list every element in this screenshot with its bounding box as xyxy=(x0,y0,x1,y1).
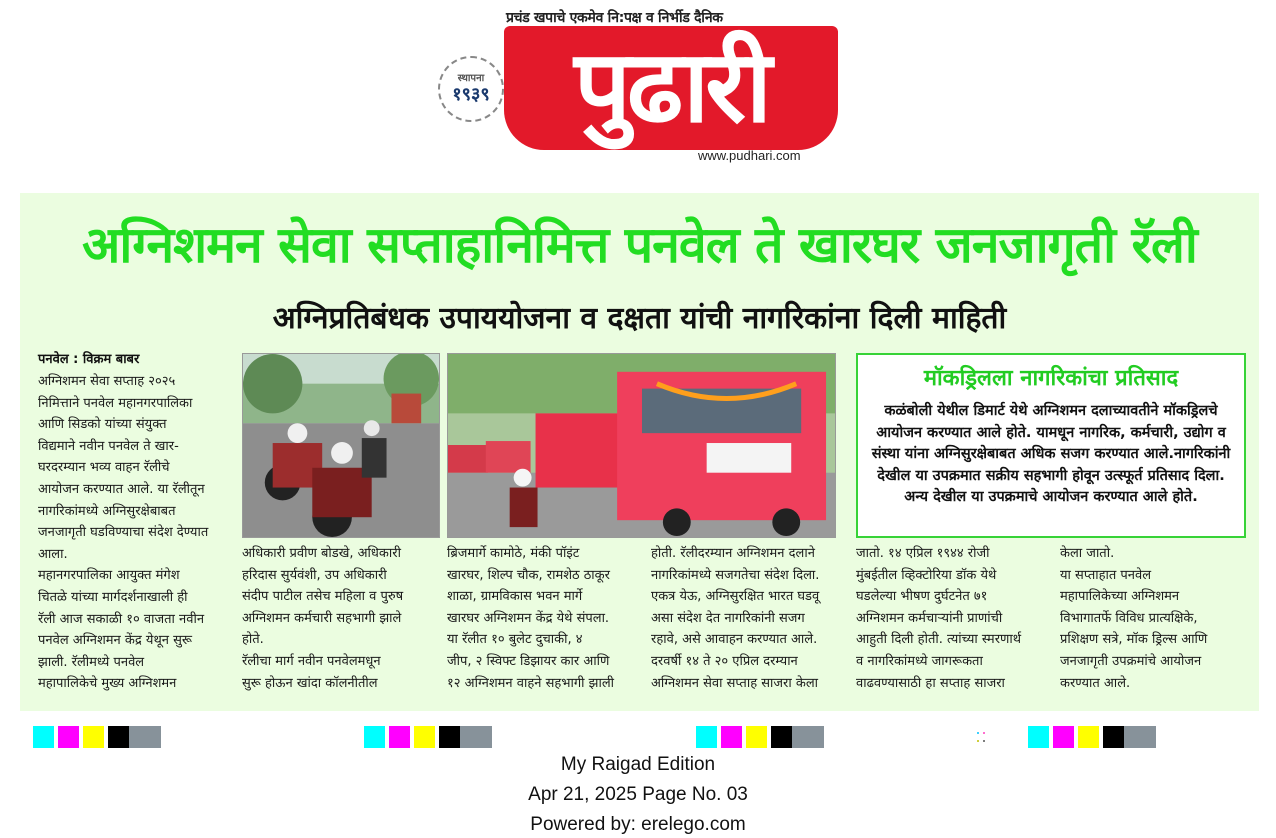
article-panel xyxy=(20,193,1259,711)
color-bar xyxy=(1028,726,1156,748)
color-bar xyxy=(696,726,824,748)
yellow-swatch xyxy=(1078,726,1099,748)
cyan-swatch xyxy=(696,726,717,748)
established-label: स्थापना xyxy=(457,73,485,84)
masthead-website: www.pudhari.com xyxy=(698,148,801,163)
established-year: १९३९ xyxy=(452,84,490,105)
logo-text: पुढारी xyxy=(574,28,768,145)
article-column-4: होती. रॅलीदरम्यान अग्निशमन दलाने नागरिकांमध्ये सजगतेचा संदेश दिला. एकत्र येऊ, अग्निसुरक्षित भारत घडवू असा संदेश देत नागरिकांनी सजग रहावे, असे आवाहन करण्यात आले. दरवर्षी १४ ते २० एप्रिल दरम्यान अग्निशमन सेवा सप्ताह साजरा केला xyxy=(651,546,820,691)
magenta-swatch xyxy=(58,726,79,748)
newspaper-logo xyxy=(504,26,838,150)
magenta-swatch xyxy=(389,726,410,748)
black-swatch xyxy=(439,726,460,748)
black-swatch xyxy=(108,726,129,748)
yellow-swatch xyxy=(83,726,104,748)
black-swatch xyxy=(771,726,792,748)
gray-swatch xyxy=(129,726,161,748)
mockdrill-boxout xyxy=(856,353,1246,538)
article-column-1: अग्निशमन सेवा सप्ताह २०२५ निमित्ताने पनवेल महानगरपालिका आणि सिडको यांच्या संयुक्त विद्यमाने नवीन पनवेल ते खार- घरदरम्यान भव्य वाहन रॅलीचे आयोजन करण्यात आले. या रॅलीतून नागरिकांमध्ये अग्निसुरक्षेबाबत जनजागृती घडविण्याचा संदेश देण्यात आला. महानगरपालिका आयुक्त मंगेश चितळे यांच्या मार्गदर्शनाखाली ही रॅली आज सकाळी १० वाजता नवीन पनवेल अग्निशमन केंद्र येथून सुरू झाली. रॅलीमध्ये पनवेल महापालिकेचे मुख्य अग्निशमन xyxy=(38,374,209,692)
article-subheadline: अग्निप्रतिबंधक उपाययोजना व दक्षता यांची नागरिकांना दिली माहिती xyxy=(272,301,1007,336)
gray-swatch xyxy=(460,726,492,748)
article-column-6: केला जातो. या सप्ताहात पनवेल महापालिकेच्या अग्निशमन विभागातर्फे विविध प्रात्यक्षिके, प्रशिक्षण सत्रे, मॉक ड्रिल्स आणि जनजागृती उपक्रमांचे आयोजन करण्यात आले. xyxy=(1060,546,1208,691)
rally-bikers-photo xyxy=(242,353,440,538)
article-column-5: जातो. १४ एप्रिल १९४४ रोजी मुंबईतील व्हिक्टोरिया डॉक येथे घडलेल्या भीषण दुर्घटनेत ७१ अग्निशमन कर्मचाऱ्यांनी प्राणांची आहुती दिली होती. त्यांच्या स्मरणार्थ व नागरिकांमध्ये जागरूकता वाढवण्यासाठी हा सप्ताह साजरा xyxy=(856,546,1022,691)
black-swatch xyxy=(1103,726,1124,748)
boxout-title: मॉकड्रिलला नागरिकांचा प्रतिसाद xyxy=(923,366,1179,391)
edition-name: My Raigad Edition xyxy=(560,754,716,775)
article-byline: पनवेल : विक्रम बाबर xyxy=(38,352,140,367)
fire-trucks-photo xyxy=(447,353,836,538)
edition-date-page: Apr 21, 2025 Page No. 03 xyxy=(528,784,748,805)
masthead-tagline: प्रचंड खपाचे एकमेव नि:पक्ष व निर्भीड दैनिक xyxy=(506,10,723,26)
magenta-swatch xyxy=(1053,726,1074,748)
registration-mark-icon xyxy=(976,731,986,743)
gray-swatch xyxy=(1124,726,1156,748)
yellow-swatch xyxy=(414,726,435,748)
article-headline: अग्निशमन सेवा सप्ताहानिमित्त पनवेल ते खारघर जनजागृती रॅली xyxy=(82,216,1197,274)
established-seal xyxy=(438,56,504,122)
magenta-swatch xyxy=(721,726,742,748)
masthead xyxy=(436,4,838,180)
gray-swatch xyxy=(792,726,824,748)
boxout-body: कळंबोली येथील डिमार्ट येथे अग्निशमन दलाच्यावतीने मॉकड्रिलचे आयोजन करण्यात आले होते. यामधून नागरिक, कर्मचारी, उद्योग व संस्था यांना अग्निसुरक्षेबाबत अधिक सजग करण्यात आले.नागरिकांनी देखील या उपक्रमात सक्रीय सहभागी होवून उत्स्फूर्त प्रतिसाद दिला. अन्य देखील या उपक्रमाचे आयोजन करण्यात आले होते. xyxy=(871,403,1231,505)
yellow-swatch xyxy=(746,726,767,748)
cyan-swatch xyxy=(33,726,54,748)
cyan-swatch xyxy=(364,726,385,748)
powered-by-link[interactable]: Powered by: erelego.com xyxy=(530,814,746,835)
article-column-3: ब्रिजमार्गे कामोठे, मंकी पॉइंट खारघर, शिल्प चौक, रामशेठ ठाकूर शाळा, ग्रामविकास भवन मार्गे खारघर अग्निशमन केंद्र येथे संपला. या रॅलीत १० बुलेट दुचाकी, ४ जीप, २ स्विफ्ट डिझायर कार आणि १२ अग्निशमन वाहने सहभागी झाली xyxy=(447,546,615,691)
color-bar xyxy=(33,726,161,748)
color-bar xyxy=(364,726,492,748)
article-column-2: अधिकारी प्रवीण बोडखे, अधिकारी हरिदास सुर्यवंशी, उप अधिकारी संदीप पाटील तसेच महिला व पुरुष अग्निशमन कर्मचारी सहभागी झाले होते. रॅलीचा मार्ग नवीन पनवेलमधून सुरू होऊन खांदा कॉलनीतील xyxy=(242,546,404,691)
cyan-swatch xyxy=(1028,726,1049,748)
